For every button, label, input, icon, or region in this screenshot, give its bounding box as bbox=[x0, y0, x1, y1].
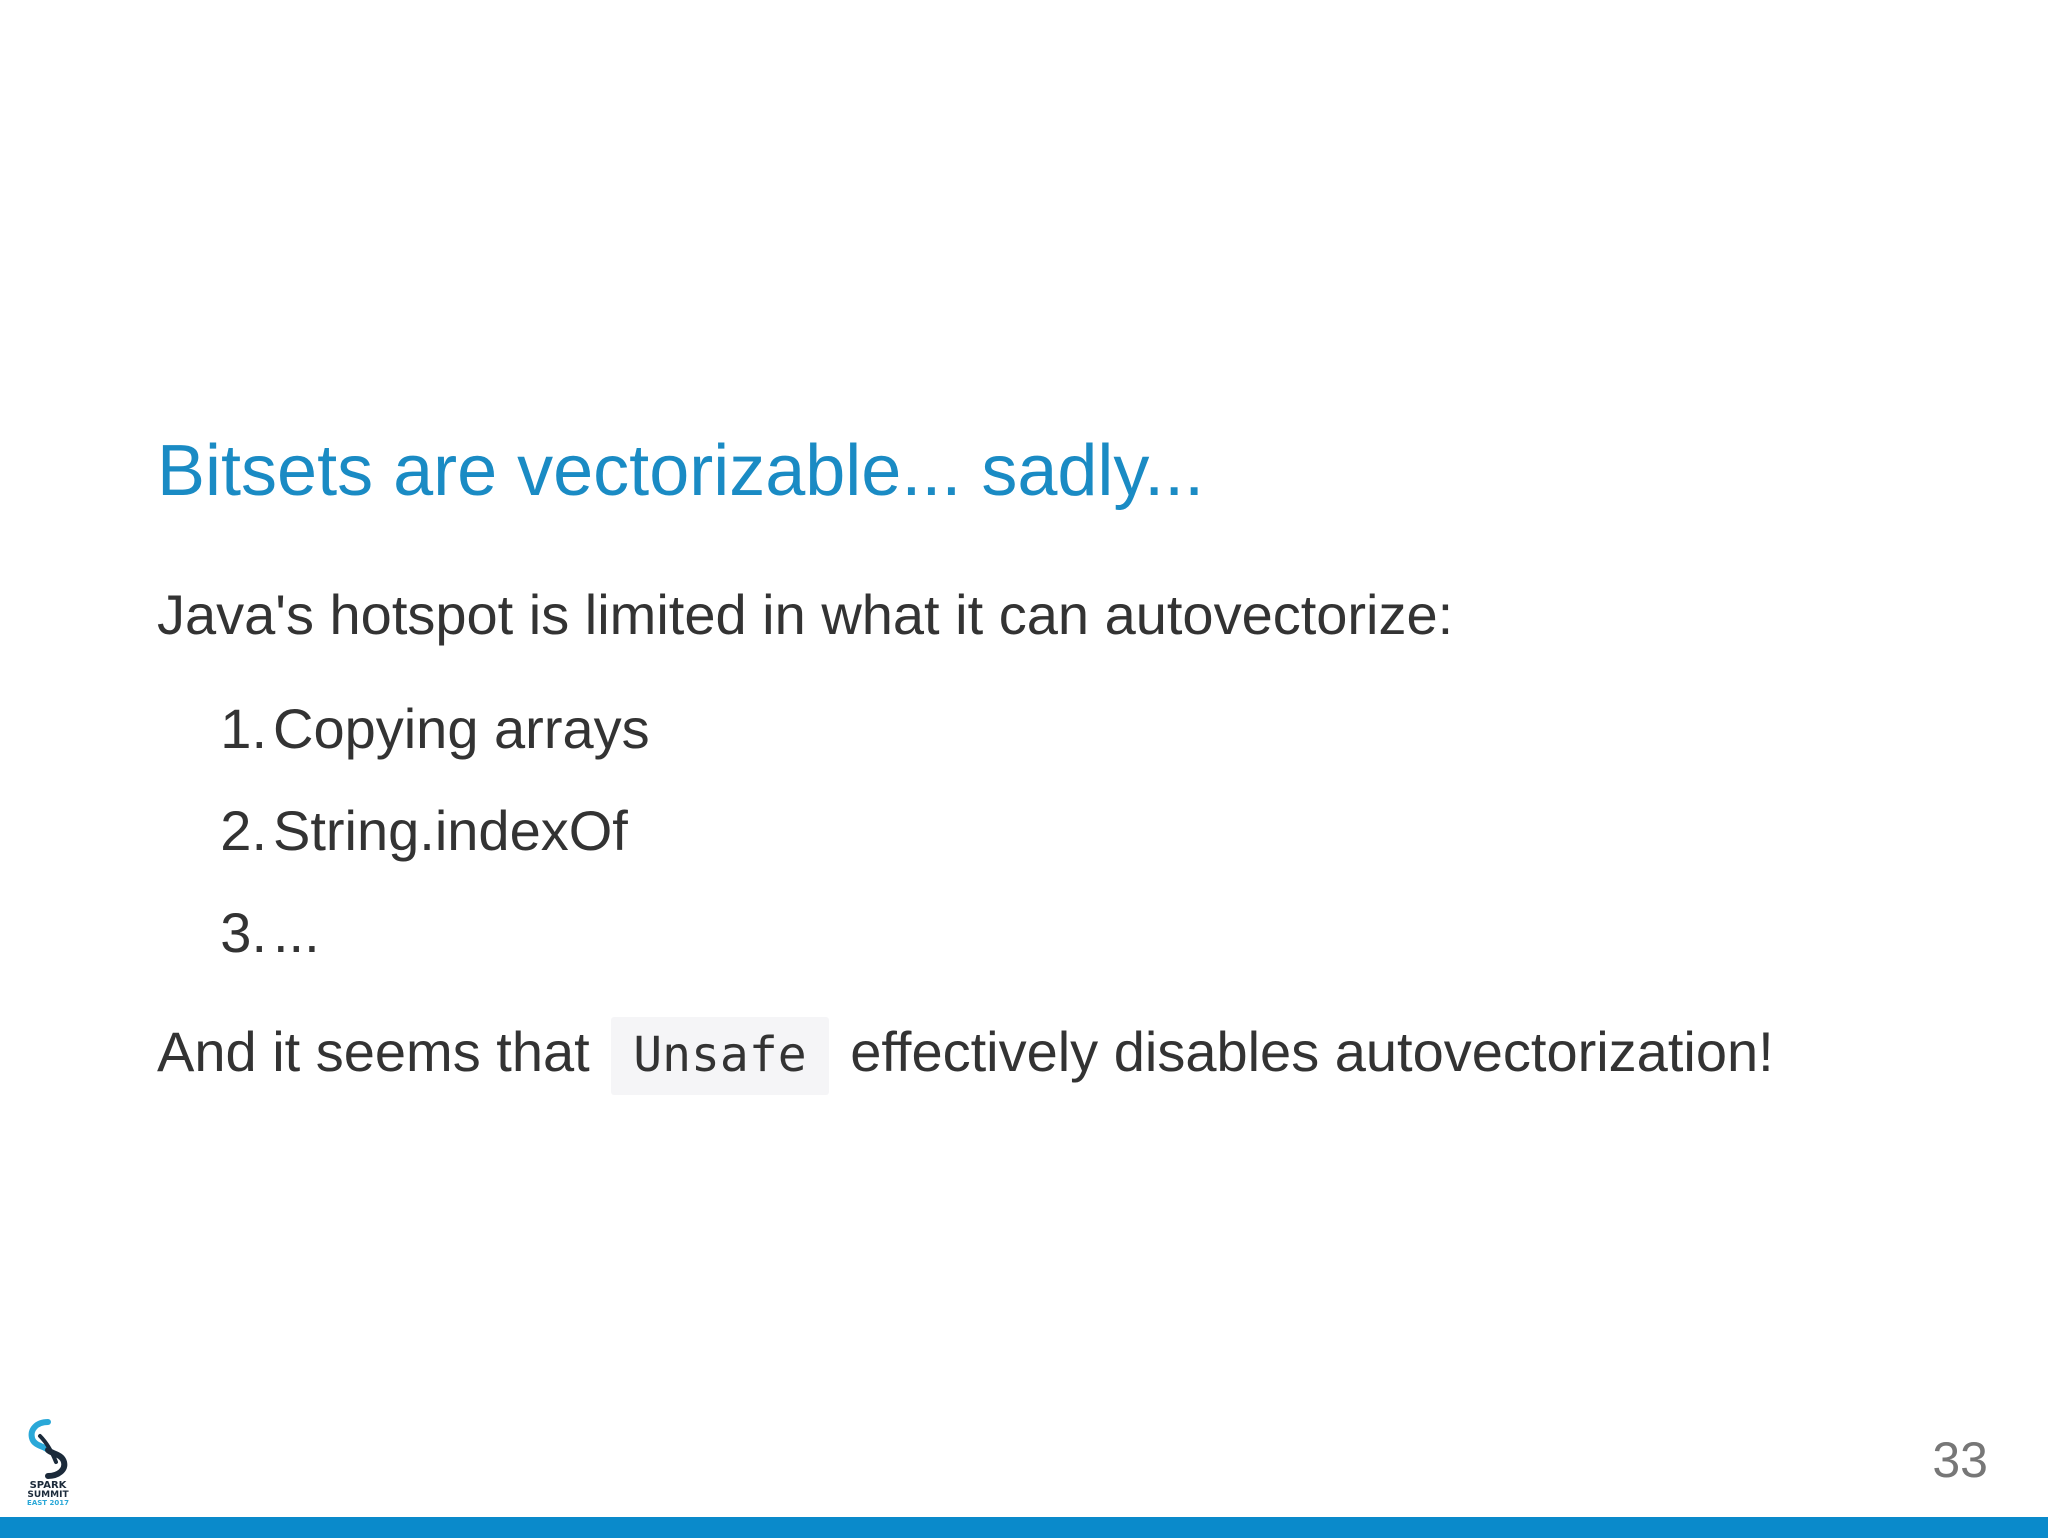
spark-swirl-icon bbox=[32, 1422, 65, 1476]
list-number: 1. bbox=[220, 697, 267, 760]
logo-line-1: SPARK bbox=[29, 1480, 67, 1491]
list-text: Copying arrays bbox=[273, 697, 650, 760]
list-number: 2. bbox=[220, 799, 267, 862]
inline-code: Unsafe bbox=[611, 1017, 828, 1095]
closing-text-before: And it seems that bbox=[157, 1020, 590, 1083]
logo-line-2: SUMMIT bbox=[27, 1490, 69, 1500]
list-text: ... bbox=[273, 901, 320, 964]
page-number: 33 bbox=[1932, 1432, 1988, 1488]
list-number: 3. bbox=[220, 901, 267, 964]
spark-summit-logo bbox=[18, 1418, 78, 1506]
slide-title: Bitsets are vectorizable... sadly... bbox=[157, 431, 1205, 511]
closing-text bbox=[157, 1017, 1774, 1090]
logo-line-3: EAST 2017 bbox=[27, 1499, 69, 1506]
intro-text: Java's hotspot is limited in what it can autovectorize: bbox=[157, 583, 1454, 646]
list-text: String.indexOf bbox=[273, 799, 628, 862]
bottom-accent-bar bbox=[0, 1517, 2048, 1538]
closing-text-after: effectively disables autovectorization! bbox=[850, 1020, 1774, 1083]
